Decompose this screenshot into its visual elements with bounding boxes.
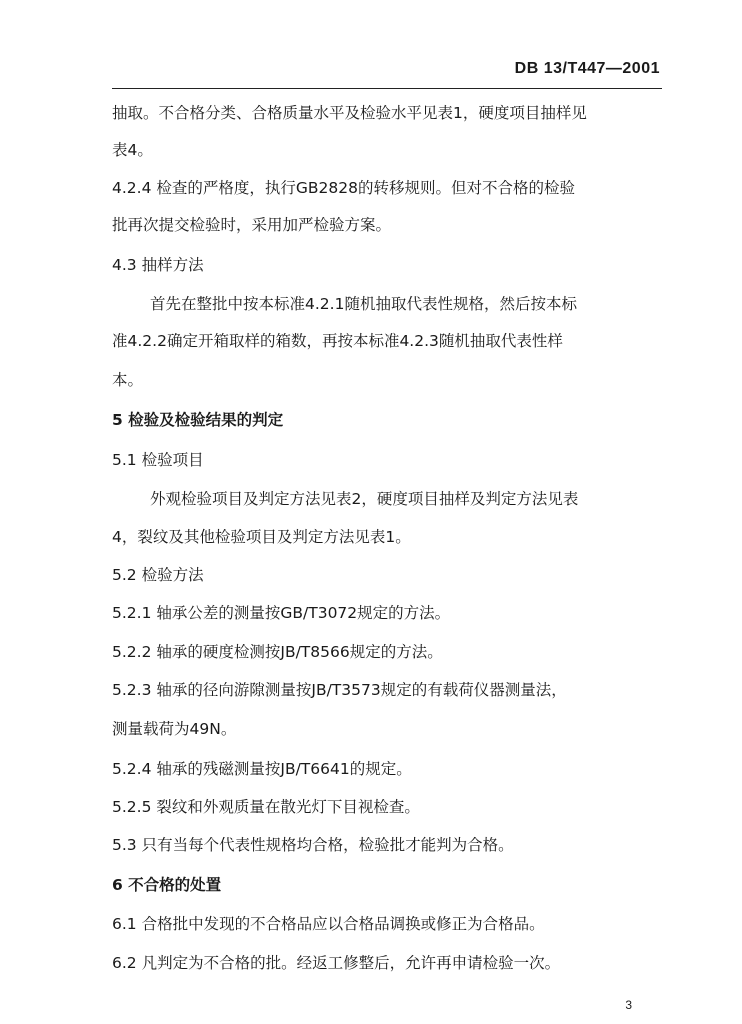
section-heading-6: 6 不合格的处置 [112, 876, 222, 894]
paragraph-line: 表4。 [112, 141, 153, 159]
section-heading-5-1: 5.1 检验项目 [112, 451, 204, 469]
section-heading-4-3: 4.3 抽样方法 [112, 256, 204, 274]
standard-code: DB 13/T447—2001 [514, 60, 660, 77]
section-heading-5-2: 5.2 检验方法 [112, 566, 204, 584]
clause-6-1: 6.1 合格批中发现的不合格品应以合格品调换或修正为合格品。 [112, 915, 545, 933]
clause-5-2-2: 5.2.2 轴承的硬度检测按JB/T8566规定的方法。 [112, 643, 443, 661]
clause-5-2-1: 5.2.1 轴承公差的测量按GB/T3072规定的方法。 [112, 604, 451, 622]
clause-4-2-4: 4.2.4 检查的严格度，执行GB2828的转移规则。但对不合格的检验 [112, 179, 575, 197]
clause-5-2-5: 5.2.5 裂纹和外观质量在散光灯下目视检查。 [112, 798, 420, 816]
page-number: 3 [625, 998, 632, 1012]
paragraph-line: 首先在整批中按本标准4.2.1随机抽取代表性规格，然后按本标 [150, 295, 577, 313]
clause-6-2: 6.2 凡判定为不合格的批。经返工修整后，允许再申请检验一次。 [112, 954, 561, 972]
clause-5-2-3: 5.2.3 轴承的径向游隙测量按JB/T3573规定的有载荷仪器测量法， [112, 681, 567, 699]
paragraph-line: 外观检验项目及判定方法见表2，硬度项目抽样及判定方法见表 [150, 490, 579, 508]
paragraph-line: 抽取。不合格分类、合格质量水平及检验水平见表1，硬度项目抽样见 [112, 104, 587, 122]
section-heading-5: 5 检验及检验结果的判定 [112, 411, 284, 429]
paragraph-line: 批再次提交检验时，采用加严检验方案。 [112, 216, 392, 234]
clause-5-3: 5.3 只有当每个代表性规格均合格，检验批才能判为合格。 [112, 836, 514, 854]
paragraph-line: 本。 [112, 371, 144, 389]
paragraph-line: 准4.2.2确定开箱取样的箱数，再按本标准4.2.3随机抽取代表性样 [112, 332, 563, 350]
page-header [112, 60, 662, 89]
clause-5-2-4: 5.2.4 轴承的残磁测量按JB/T6641的规定。 [112, 760, 412, 778]
paragraph-line: 测量载荷为49N。 [112, 720, 237, 738]
paragraph-line: 4，裂纹及其他检验项目及判定方法见表1。 [112, 528, 411, 546]
